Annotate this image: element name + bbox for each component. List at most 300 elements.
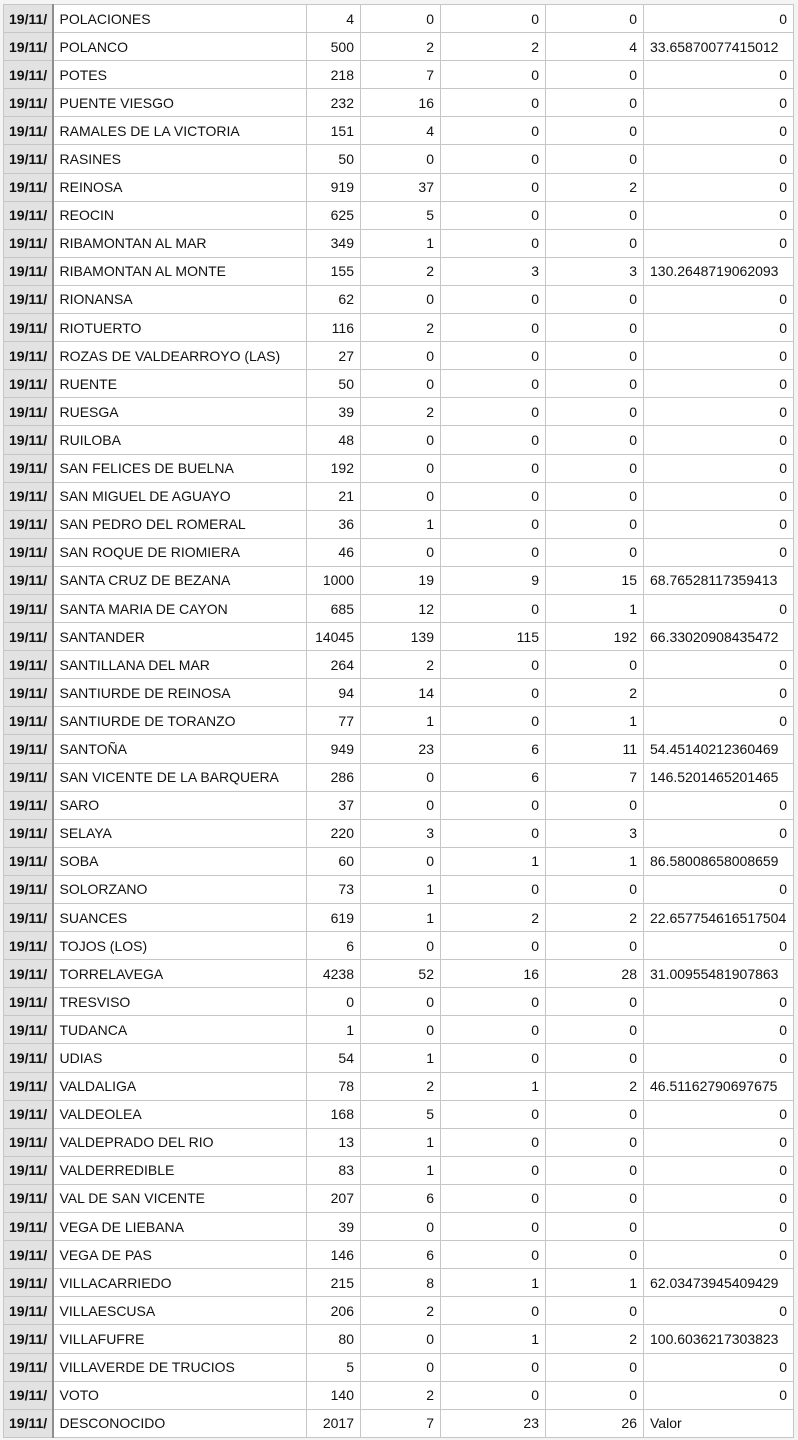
value-cell-3[interactable]: 1 <box>441 1072 546 1100</box>
date-cell[interactable]: 19/11/ <box>4 679 53 707</box>
municipality-cell[interactable]: VILLAVERDE DE TRUCIOS <box>53 1353 307 1381</box>
municipality-cell[interactable]: SANTA MARIA DE CAYON <box>53 594 307 622</box>
date-cell[interactable]: 19/11/ <box>4 257 53 285</box>
value-cell-2[interactable]: 1 <box>361 904 441 932</box>
date-cell[interactable]: 19/11/ <box>4 285 53 313</box>
value-cell-4[interactable]: 2 <box>546 1325 644 1353</box>
municipality-cell[interactable]: SANTA CRUZ DE BEZANA <box>53 566 307 594</box>
date-cell[interactable]: 19/11/ <box>4 1297 53 1325</box>
value-cell-5[interactable]: 0 <box>644 510 794 538</box>
value-cell-5[interactable]: 130.2648719062093 <box>644 257 794 285</box>
municipality-cell[interactable]: ROZAS DE VALDEARROYO (LAS) <box>53 342 307 370</box>
municipality-cell[interactable]: VALDEPRADO DEL RIO <box>53 1128 307 1156</box>
municipality-cell[interactable]: TRESVISO <box>53 988 307 1016</box>
value-cell-4[interactable]: 0 <box>546 370 644 398</box>
value-cell-5[interactable]: 68.76528117359413 <box>644 566 794 594</box>
value-cell-1[interactable]: 146 <box>307 1241 361 1269</box>
value-cell-5[interactable]: 0 <box>644 145 794 173</box>
value-cell-5[interactable]: 0 <box>644 117 794 145</box>
value-cell-3[interactable]: 0 <box>441 229 546 257</box>
value-cell-2[interactable]: 1 <box>361 1156 441 1184</box>
value-cell-3[interactable]: 23 <box>441 1409 546 1437</box>
municipality-cell[interactable]: PUENTE VIESGO <box>53 89 307 117</box>
value-cell-2[interactable]: 0 <box>361 1353 441 1381</box>
value-cell-1[interactable]: 4 <box>307 5 361 33</box>
municipality-cell[interactable]: RUENTE <box>53 370 307 398</box>
municipality-cell[interactable]: RASINES <box>53 145 307 173</box>
value-cell-2[interactable]: 2 <box>361 314 441 342</box>
municipality-cell[interactable]: POLANCO <box>53 33 307 61</box>
date-cell[interactable]: 19/11/ <box>4 1016 53 1044</box>
value-cell-3[interactable]: 0 <box>441 594 546 622</box>
value-cell-2[interactable]: 0 <box>361 1213 441 1241</box>
value-cell-1[interactable]: 5 <box>307 1353 361 1381</box>
value-cell-1[interactable]: 500 <box>307 33 361 61</box>
value-cell-5[interactable]: 0 <box>644 707 794 735</box>
value-cell-2[interactable]: 0 <box>361 1325 441 1353</box>
value-cell-2[interactable]: 1 <box>361 510 441 538</box>
value-cell-2[interactable]: 2 <box>361 398 441 426</box>
value-cell-5[interactable]: 0 <box>644 1184 794 1212</box>
value-cell-1[interactable]: 207 <box>307 1184 361 1212</box>
value-cell-3[interactable]: 0 <box>441 1381 546 1409</box>
date-cell[interactable]: 19/11/ <box>4 89 53 117</box>
date-cell[interactable]: 19/11/ <box>4 960 53 988</box>
value-cell-5[interactable]: 22.657754616517504 <box>644 904 794 932</box>
value-cell-3[interactable]: 0 <box>441 1353 546 1381</box>
value-cell-5[interactable]: 0 <box>644 370 794 398</box>
value-cell-4[interactable]: 0 <box>546 314 644 342</box>
value-cell-5[interactable]: 0 <box>644 1044 794 1072</box>
municipality-cell[interactable]: REINOSA <box>53 173 307 201</box>
value-cell-3[interactable]: 0 <box>441 510 546 538</box>
value-cell-3[interactable]: 3 <box>441 257 546 285</box>
value-cell-1[interactable]: 62 <box>307 285 361 313</box>
date-cell[interactable]: 19/11/ <box>4 454 53 482</box>
value-cell-5[interactable]: 31.00955481907863 <box>644 960 794 988</box>
value-cell-3[interactable]: 0 <box>441 314 546 342</box>
date-cell[interactable]: 19/11/ <box>4 173 53 201</box>
date-cell[interactable]: 19/11/ <box>4 117 53 145</box>
value-cell-4[interactable]: 0 <box>546 1100 644 1128</box>
value-cell-2[interactable]: 3 <box>361 819 441 847</box>
date-cell[interactable]: 19/11/ <box>4 229 53 257</box>
value-cell-4[interactable]: 0 <box>546 651 644 679</box>
value-cell-2[interactable]: 0 <box>361 988 441 1016</box>
date-cell[interactable]: 19/11/ <box>4 510 53 538</box>
date-cell[interactable]: 19/11/ <box>4 1381 53 1409</box>
municipality-cell[interactable]: SAN ROQUE DE RIOMIERA <box>53 538 307 566</box>
value-cell-3[interactable]: 0 <box>441 173 546 201</box>
date-cell[interactable]: 19/11/ <box>4 370 53 398</box>
value-cell-2[interactable]: 2 <box>361 33 441 61</box>
value-cell-4[interactable]: 2 <box>546 1072 644 1100</box>
value-cell-3[interactable]: 0 <box>441 61 546 89</box>
value-cell-1[interactable]: 50 <box>307 145 361 173</box>
date-cell[interactable]: 19/11/ <box>4 5 53 33</box>
value-cell-1[interactable]: 919 <box>307 173 361 201</box>
value-cell-1[interactable]: 349 <box>307 229 361 257</box>
value-cell-4[interactable]: 3 <box>546 819 644 847</box>
value-cell-4[interactable]: 3 <box>546 257 644 285</box>
value-cell-5[interactable]: 0 <box>644 1016 794 1044</box>
municipality-cell[interactable]: VALDALIGA <box>53 1072 307 1100</box>
municipality-cell[interactable]: RIOTUERTO <box>53 314 307 342</box>
value-cell-3[interactable]: 0 <box>441 1297 546 1325</box>
date-cell[interactable]: 19/11/ <box>4 1072 53 1100</box>
municipality-cell[interactable]: RUILOBA <box>53 426 307 454</box>
value-cell-3[interactable]: 6 <box>441 763 546 791</box>
value-cell-4[interactable]: 0 <box>546 988 644 1016</box>
value-cell-5[interactable]: 0 <box>644 1100 794 1128</box>
value-cell-2[interactable]: 2 <box>361 1381 441 1409</box>
value-cell-5[interactable]: 146.5201465201465 <box>644 763 794 791</box>
municipality-cell[interactable]: POTES <box>53 61 307 89</box>
value-cell-1[interactable]: 155 <box>307 257 361 285</box>
date-cell[interactable]: 19/11/ <box>4 145 53 173</box>
value-cell-5[interactable]: 0 <box>644 285 794 313</box>
value-cell-4[interactable]: 0 <box>546 1381 644 1409</box>
date-cell[interactable]: 19/11/ <box>4 623 53 651</box>
value-cell-4[interactable]: 1 <box>546 594 644 622</box>
value-cell-2[interactable]: 7 <box>361 61 441 89</box>
value-cell-2[interactable]: 0 <box>361 285 441 313</box>
value-cell-3[interactable]: 2 <box>441 33 546 61</box>
value-cell-3[interactable]: 0 <box>441 89 546 117</box>
municipality-cell[interactable]: SANTOÑA <box>53 735 307 763</box>
value-cell-3[interactable]: 0 <box>441 1156 546 1184</box>
value-cell-4[interactable]: 1 <box>546 1269 644 1297</box>
value-cell-3[interactable]: 115 <box>441 623 546 651</box>
value-cell-2[interactable]: 0 <box>361 932 441 960</box>
value-cell-5[interactable]: 0 <box>644 1128 794 1156</box>
date-cell[interactable]: 19/11/ <box>4 1100 53 1128</box>
value-cell-5[interactable]: 33.65870077415012 <box>644 33 794 61</box>
value-cell-4[interactable]: 0 <box>546 454 644 482</box>
value-cell-2[interactable]: 23 <box>361 735 441 763</box>
value-cell-5[interactable]: 0 <box>644 173 794 201</box>
date-cell[interactable]: 19/11/ <box>4 847 53 875</box>
value-cell-1[interactable]: 94 <box>307 679 361 707</box>
value-cell-4[interactable]: 192 <box>546 623 644 651</box>
value-cell-1[interactable]: 151 <box>307 117 361 145</box>
value-cell-3[interactable]: 0 <box>441 819 546 847</box>
municipality-cell[interactable]: VEGA DE PAS <box>53 1241 307 1269</box>
date-cell[interactable]: 19/11/ <box>4 426 53 454</box>
municipality-cell[interactable]: VAL DE SAN VICENTE <box>53 1184 307 1212</box>
value-cell-4[interactable]: 2 <box>546 173 644 201</box>
value-cell-4[interactable]: 0 <box>546 1016 644 1044</box>
value-cell-5[interactable]: 0 <box>644 875 794 903</box>
value-cell-1[interactable]: 78 <box>307 1072 361 1100</box>
value-cell-3[interactable]: 0 <box>441 1213 546 1241</box>
value-cell-1[interactable]: 6 <box>307 932 361 960</box>
date-cell[interactable]: 19/11/ <box>4 1241 53 1269</box>
value-cell-1[interactable]: 192 <box>307 454 361 482</box>
value-cell-3[interactable]: 0 <box>441 932 546 960</box>
date-cell[interactable]: 19/11/ <box>4 594 53 622</box>
municipality-cell[interactable]: SOLORZANO <box>53 875 307 903</box>
date-cell[interactable]: 19/11/ <box>4 201 53 229</box>
value-cell-1[interactable]: 1000 <box>307 566 361 594</box>
value-cell-1[interactable]: 2017 <box>307 1409 361 1437</box>
value-cell-1[interactable]: 286 <box>307 763 361 791</box>
value-cell-2[interactable]: 5 <box>361 1100 441 1128</box>
value-cell-5[interactable]: 0 <box>644 594 794 622</box>
value-cell-5[interactable]: 0 <box>644 398 794 426</box>
value-cell-4[interactable]: 0 <box>546 1241 644 1269</box>
municipality-cell[interactable]: RUESGA <box>53 398 307 426</box>
value-cell-1[interactable]: 54 <box>307 1044 361 1072</box>
value-cell-3[interactable]: 0 <box>441 1044 546 1072</box>
value-cell-3[interactable]: 0 <box>441 201 546 229</box>
value-cell-1[interactable]: 50 <box>307 370 361 398</box>
date-cell[interactable]: 19/11/ <box>4 988 53 1016</box>
value-cell-1[interactable]: 218 <box>307 61 361 89</box>
value-cell-4[interactable]: 28 <box>546 960 644 988</box>
municipality-cell[interactable]: SARO <box>53 791 307 819</box>
value-cell-4[interactable]: 4 <box>546 33 644 61</box>
value-cell-2[interactable]: 0 <box>361 538 441 566</box>
value-cell-1[interactable]: 206 <box>307 1297 361 1325</box>
value-cell-2[interactable]: 0 <box>361 847 441 875</box>
value-cell-4[interactable]: 0 <box>546 1213 644 1241</box>
value-cell-2[interactable]: 0 <box>361 5 441 33</box>
value-cell-4[interactable]: 0 <box>546 229 644 257</box>
value-cell-3[interactable]: 0 <box>441 398 546 426</box>
value-cell-4[interactable]: 0 <box>546 932 644 960</box>
value-cell-3[interactable]: 0 <box>441 1184 546 1212</box>
date-cell[interactable]: 19/11/ <box>4 398 53 426</box>
value-cell-2[interactable]: 12 <box>361 594 441 622</box>
municipality-cell[interactable]: DESCONOCIDO <box>53 1409 307 1437</box>
value-cell-2[interactable]: 52 <box>361 960 441 988</box>
municipality-cell[interactable]: TUDANCA <box>53 1016 307 1044</box>
value-cell-1[interactable]: 39 <box>307 1213 361 1241</box>
value-cell-4[interactable]: 0 <box>546 1184 644 1212</box>
value-cell-4[interactable]: 0 <box>546 1128 644 1156</box>
value-cell-5[interactable]: 0 <box>644 61 794 89</box>
value-cell-2[interactable]: 2 <box>361 1072 441 1100</box>
value-cell-5[interactable]: 0 <box>644 679 794 707</box>
value-cell-1[interactable]: 36 <box>307 510 361 538</box>
value-cell-4[interactable]: 0 <box>546 1044 644 1072</box>
date-cell[interactable]: 19/11/ <box>4 1184 53 1212</box>
value-cell-1[interactable]: 4238 <box>307 960 361 988</box>
municipality-cell[interactable]: RIBAMONTAN AL MAR <box>53 229 307 257</box>
value-cell-5[interactable]: 0 <box>644 538 794 566</box>
value-cell-3[interactable]: 0 <box>441 988 546 1016</box>
value-cell-4[interactable]: 0 <box>546 201 644 229</box>
value-cell-5[interactable]: 86.58008658008659 <box>644 847 794 875</box>
value-cell-5[interactable]: 0 <box>644 5 794 33</box>
value-cell-3[interactable]: 0 <box>441 707 546 735</box>
value-cell-1[interactable]: 14045 <box>307 623 361 651</box>
value-cell-5[interactable]: 0 <box>644 201 794 229</box>
date-cell[interactable]: 19/11/ <box>4 1156 53 1184</box>
value-cell-5[interactable]: 0 <box>644 426 794 454</box>
value-cell-5[interactable]: 0 <box>644 314 794 342</box>
value-cell-1[interactable]: 232 <box>307 89 361 117</box>
value-cell-1[interactable]: 949 <box>307 735 361 763</box>
value-cell-3[interactable]: 0 <box>441 370 546 398</box>
value-cell-1[interactable]: 0 <box>307 988 361 1016</box>
value-cell-1[interactable]: 39 <box>307 398 361 426</box>
value-cell-4[interactable]: 0 <box>546 426 644 454</box>
value-cell-3[interactable]: 0 <box>441 454 546 482</box>
value-cell-1[interactable]: 13 <box>307 1128 361 1156</box>
value-cell-4[interactable]: 0 <box>546 510 644 538</box>
municipality-cell[interactable]: SUANCES <box>53 904 307 932</box>
value-cell-2[interactable]: 37 <box>361 173 441 201</box>
date-cell[interactable]: 19/11/ <box>4 566 53 594</box>
municipality-cell[interactable]: SAN VICENTE DE LA BARQUERA <box>53 763 307 791</box>
date-cell[interactable]: 19/11/ <box>4 538 53 566</box>
value-cell-1[interactable]: 264 <box>307 651 361 679</box>
municipality-cell[interactable]: VILLAFUFRE <box>53 1325 307 1353</box>
value-cell-5[interactable]: 62.03473945409429 <box>644 1269 794 1297</box>
value-cell-5[interactable]: 0 <box>644 1241 794 1269</box>
municipality-cell[interactable]: SAN PEDRO DEL ROMERAL <box>53 510 307 538</box>
value-cell-5[interactable]: 0 <box>644 651 794 679</box>
municipality-cell[interactable]: UDIAS <box>53 1044 307 1072</box>
value-cell-3[interactable]: 0 <box>441 145 546 173</box>
value-cell-2[interactable]: 0 <box>361 763 441 791</box>
date-cell[interactable]: 19/11/ <box>4 763 53 791</box>
date-cell[interactable]: 19/11/ <box>4 819 53 847</box>
value-cell-5[interactable]: 0 <box>644 1213 794 1241</box>
value-cell-4[interactable]: 0 <box>546 482 644 510</box>
date-cell[interactable]: 19/11/ <box>4 651 53 679</box>
date-cell[interactable]: 19/11/ <box>4 735 53 763</box>
value-cell-4[interactable]: 0 <box>546 1156 644 1184</box>
value-cell-3[interactable]: 0 <box>441 5 546 33</box>
municipality-cell[interactable]: RIBAMONTAN AL MONTE <box>53 257 307 285</box>
value-cell-1[interactable]: 48 <box>307 426 361 454</box>
value-cell-2[interactable]: 0 <box>361 482 441 510</box>
date-cell[interactable]: 19/11/ <box>4 1213 53 1241</box>
value-cell-2[interactable]: 14 <box>361 679 441 707</box>
value-cell-4[interactable]: 26 <box>546 1409 644 1437</box>
value-cell-3[interactable]: 0 <box>441 285 546 313</box>
date-cell[interactable]: 19/11/ <box>4 482 53 510</box>
value-cell-4[interactable]: 0 <box>546 89 644 117</box>
value-cell-2[interactable]: 0 <box>361 342 441 370</box>
value-cell-5[interactable]: Valor <box>644 1409 794 1437</box>
municipality-cell[interactable]: SAN FELICES DE BUELNA <box>53 454 307 482</box>
value-cell-3[interactable]: 0 <box>441 482 546 510</box>
value-cell-4[interactable]: 7 <box>546 763 644 791</box>
value-cell-4[interactable]: 0 <box>546 1353 644 1381</box>
value-cell-1[interactable]: 1 <box>307 1016 361 1044</box>
municipality-cell[interactable]: SOBA <box>53 847 307 875</box>
date-cell[interactable]: 19/11/ <box>4 314 53 342</box>
value-cell-1[interactable]: 73 <box>307 875 361 903</box>
value-cell-3[interactable]: 0 <box>441 538 546 566</box>
municipality-cell[interactable]: SANTIURDE DE TORANZO <box>53 707 307 735</box>
value-cell-3[interactable]: 0 <box>441 791 546 819</box>
value-cell-1[interactable]: 116 <box>307 314 361 342</box>
value-cell-3[interactable]: 0 <box>441 342 546 370</box>
value-cell-4[interactable]: 0 <box>546 791 644 819</box>
value-cell-5[interactable]: 100.6036217303823 <box>644 1325 794 1353</box>
date-cell[interactable]: 19/11/ <box>4 707 53 735</box>
value-cell-4[interactable]: 2 <box>546 904 644 932</box>
municipality-cell[interactable]: TOJOS (LOS) <box>53 932 307 960</box>
value-cell-2[interactable]: 0 <box>361 1016 441 1044</box>
value-cell-2[interactable]: 0 <box>361 145 441 173</box>
value-cell-5[interactable]: 0 <box>644 1156 794 1184</box>
value-cell-1[interactable]: 685 <box>307 594 361 622</box>
municipality-cell[interactable]: SELAYA <box>53 819 307 847</box>
value-cell-2[interactable]: 0 <box>361 454 441 482</box>
value-cell-3[interactable]: 16 <box>441 960 546 988</box>
value-cell-2[interactable]: 16 <box>361 89 441 117</box>
value-cell-1[interactable]: 220 <box>307 819 361 847</box>
value-cell-5[interactable]: 0 <box>644 482 794 510</box>
value-cell-3[interactable]: 1 <box>441 847 546 875</box>
value-cell-4[interactable]: 0 <box>546 1297 644 1325</box>
municipality-cell[interactable]: SANTIURDE DE REINOSA <box>53 679 307 707</box>
value-cell-3[interactable]: 0 <box>441 1100 546 1128</box>
value-cell-5[interactable]: 0 <box>644 342 794 370</box>
value-cell-3[interactable]: 0 <box>441 875 546 903</box>
value-cell-2[interactable]: 1 <box>361 1044 441 1072</box>
value-cell-2[interactable]: 0 <box>361 791 441 819</box>
value-cell-2[interactable]: 2 <box>361 1297 441 1325</box>
value-cell-4[interactable]: 0 <box>546 5 644 33</box>
value-cell-4[interactable]: 0 <box>546 875 644 903</box>
date-cell[interactable]: 19/11/ <box>4 791 53 819</box>
value-cell-3[interactable]: 1 <box>441 1325 546 1353</box>
value-cell-4[interactable]: 1 <box>546 847 644 875</box>
value-cell-1[interactable]: 140 <box>307 1381 361 1409</box>
value-cell-5[interactable]: 0 <box>644 1353 794 1381</box>
value-cell-2[interactable]: 2 <box>361 651 441 679</box>
value-cell-3[interactable]: 9 <box>441 566 546 594</box>
value-cell-5[interactable]: 0 <box>644 229 794 257</box>
value-cell-2[interactable]: 1 <box>361 707 441 735</box>
value-cell-2[interactable]: 2 <box>361 257 441 285</box>
municipality-cell[interactable]: RIONANSA <box>53 285 307 313</box>
value-cell-4[interactable]: 0 <box>546 342 644 370</box>
value-cell-3[interactable]: 2 <box>441 904 546 932</box>
municipality-cell[interactable]: TORRELAVEGA <box>53 960 307 988</box>
date-cell[interactable]: 19/11/ <box>4 932 53 960</box>
value-cell-2[interactable]: 1 <box>361 1128 441 1156</box>
value-cell-3[interactable]: 6 <box>441 735 546 763</box>
value-cell-1[interactable]: 83 <box>307 1156 361 1184</box>
date-cell[interactable]: 19/11/ <box>4 61 53 89</box>
value-cell-5[interactable]: 66.33020908435472 <box>644 623 794 651</box>
value-cell-3[interactable]: 0 <box>441 426 546 454</box>
municipality-cell[interactable]: VEGA DE LIEBANA <box>53 1213 307 1241</box>
municipality-cell[interactable]: VALDERREDIBLE <box>53 1156 307 1184</box>
value-cell-3[interactable]: 0 <box>441 1128 546 1156</box>
value-cell-2[interactable]: 0 <box>361 370 441 398</box>
value-cell-4[interactable]: 0 <box>546 145 644 173</box>
date-cell[interactable]: 19/11/ <box>4 342 53 370</box>
value-cell-1[interactable]: 619 <box>307 904 361 932</box>
value-cell-4[interactable]: 0 <box>546 398 644 426</box>
value-cell-1[interactable]: 215 <box>307 1269 361 1297</box>
date-cell[interactable]: 19/11/ <box>4 1269 53 1297</box>
value-cell-4[interactable]: 11 <box>546 735 644 763</box>
value-cell-3[interactable]: 0 <box>441 1016 546 1044</box>
value-cell-2[interactable]: 19 <box>361 566 441 594</box>
date-cell[interactable]: 19/11/ <box>4 33 53 61</box>
value-cell-1[interactable]: 77 <box>307 707 361 735</box>
